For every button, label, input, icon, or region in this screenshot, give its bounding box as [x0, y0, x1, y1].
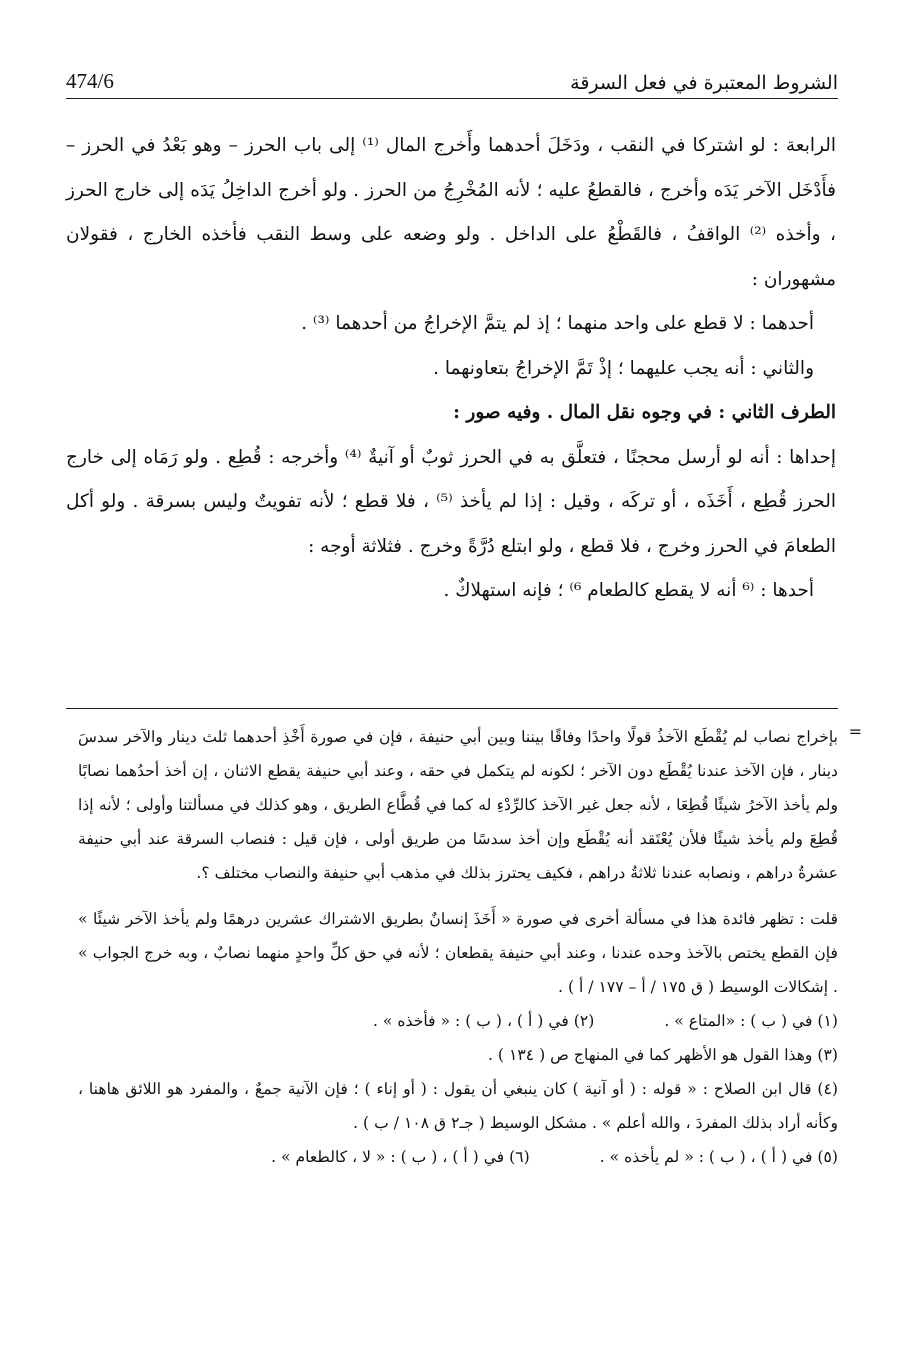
footnote-row-1 [78, 1004, 838, 1038]
main-text [66, 124, 836, 614]
footnote-2: (٢) في ( أ ) ، ( ب ) : « فأخذه » . [372, 1012, 595, 1030]
paragraph-first-view: أحدها : ⁽⁶ أنه لا يقطع كالطعام ⁶⁾ ؛ فإنه استهلاكٌ . [443, 580, 814, 601]
continuation-mark: = [848, 722, 862, 741]
footnote-1: (١) في ( ب ) : «المتاع » . [664, 1012, 838, 1030]
footnotes [78, 720, 862, 1174]
header-title: الشروط المعتبرة في فعل السرقة [570, 72, 838, 94]
running-header [66, 62, 838, 99]
section-heading: الطرف الثاني : في وجوه نقل المال . وفيه صور : [453, 402, 836, 423]
footnote-separator [66, 708, 838, 709]
paragraph-fourth-case: الرابعة : لو اشتركا في النقب ، ودَخَلَ أحدهما وأَخرج المال ⁽¹⁾ إلى باب الحرز – وهو بَعْدُ في الحرز – فأَدْخَل الآخر يَدَه وأخرج ، فالقطعُ عليه ؛ لأنه المُخْرِجُ من الحرز . ولو أخرج الداخِلُ يَدَه إلى خارج الحرز ، وأخذه ⁽²⁾ الواقفُ ، فالقَطْعُ على الداخل . ولو وضعه على وسط النقب فأخذه الخارج ، فقولان مشهوران : [66, 135, 837, 290]
footnote-4: (٤) قال ابن الصلاح : « قوله : ( أو آنية ) كان ينبغي أن يقول : ( أو إناء ) ؛ فإن الآنية جمعٌ ، والمفرد هو اللائق هاهنا ، وكأنه أراد بذلك المفردَ ، والله أعلم » . مشكل الوسيط ( جـ٢ ق ١٠٨ / ب ) . [78, 1080, 838, 1132]
paragraph-first-opinion: أحدهما : لا قطع على واحد منهما ؛ إذ لم يتمَّ الإخراجُ من أحدهما ⁽³⁾ . [301, 313, 814, 334]
footnote-6: (٦) في ( أ ) ، ( ب ) : « لا ، كالطعام » . [271, 1148, 530, 1166]
footnote-row-2 [78, 1140, 838, 1174]
paragraph-second-opinion: والثاني : أنه يجب عليهما ؛ إذْ تَمَّ الإخراجُ بتعاونهما . [433, 357, 814, 379]
footnote-3: (٣) وهذا القول هو الأظهر كما في المنهاج ص ( ١٣٤ ) . [488, 1046, 838, 1064]
paragraph-first-form: إحداها : أنه لو أرسل محجنًا ، فتعلَّق به في الحرز ثوبٌ أو آنيةٌ ⁽⁴⁾ وأخرجه : قُطِع . ولو رَمَاه إلى خارج الحرز قُطِع ، أَخَذَه ، أو تركَه ، وقيل : إذا لم يأخذ ⁽⁵⁾ ، فلا قطع ؛ لأنه تفويتٌ وليس بسرقة . ولو أكل الطعامَ في الحرز وخرج ، فلا قطع ، ولو ابتلع دُرَّةً وخرج . فثلاثة أوجه : [66, 446, 836, 557]
page-number: 474/6 [66, 69, 114, 93]
footnote-continuation: بإخراج نصاب لم يُقْطَع الآخذُ قولًا واحدًا وفاقًا بيننا وبين أبي حنيفة ، فإن في صورة أَخْذِ أحدهما ثلث دينار والآخر سدسَ دينار ، فإن الآخذ عندنا يُقْطَع دون الآخر ؛ لكونه لم يتكمل في حقه ، وعند أبي حنيفة يقطع الاثنان ، إن أخذ أحدُهما نصابًا ولم يأخذ الآخرُ شيئًا قُطِعَا ، لأنه جعل غير الآخذ كالرِّدْءِ له كما في قُطَّاع الطريق ، وهو كذلك في مسألتنا وأولى ؛ لأنه إذا قُطِعَ ولم يأخذ شيئًا فلأن يُعْتَقد أنه يُقْطَع وإن أخذ سدسًا من طريق أولى ، فإن قيل : فنصاب السرقة عند أبي حنيفة عشرةُ دراهم ، ونصابه عندنا ثلاثةُ دراهم ، فكيف يحترز بذلك في مذهب أبي حنيفة والنصاب مختلف ؟. [78, 728, 838, 882]
footnote-commentary: قلت : تظهر فائدة هذا في مسألة أخرى في صورة « أَخَذَ إنسانٌ بطريق الاشتراك عشرين درهمًا ولم يأخذ الآخر شيئًا » فإن القطع يختص بالآخذ وحده عندنا ، وعند أبي حنيفة يقطعان ؛ لأنه في حق كلِّ واحدٍ منهما نصابٌ ، وبه خرج الجواب » . إشكالات الوسيط ( ق ١٧٥ / أ – ١٧٧ / أ ) . [78, 910, 838, 996]
footnote-5: (٥) في ( أ ) ، ( ب ) : « لم يأخذه » . [599, 1148, 838, 1166]
